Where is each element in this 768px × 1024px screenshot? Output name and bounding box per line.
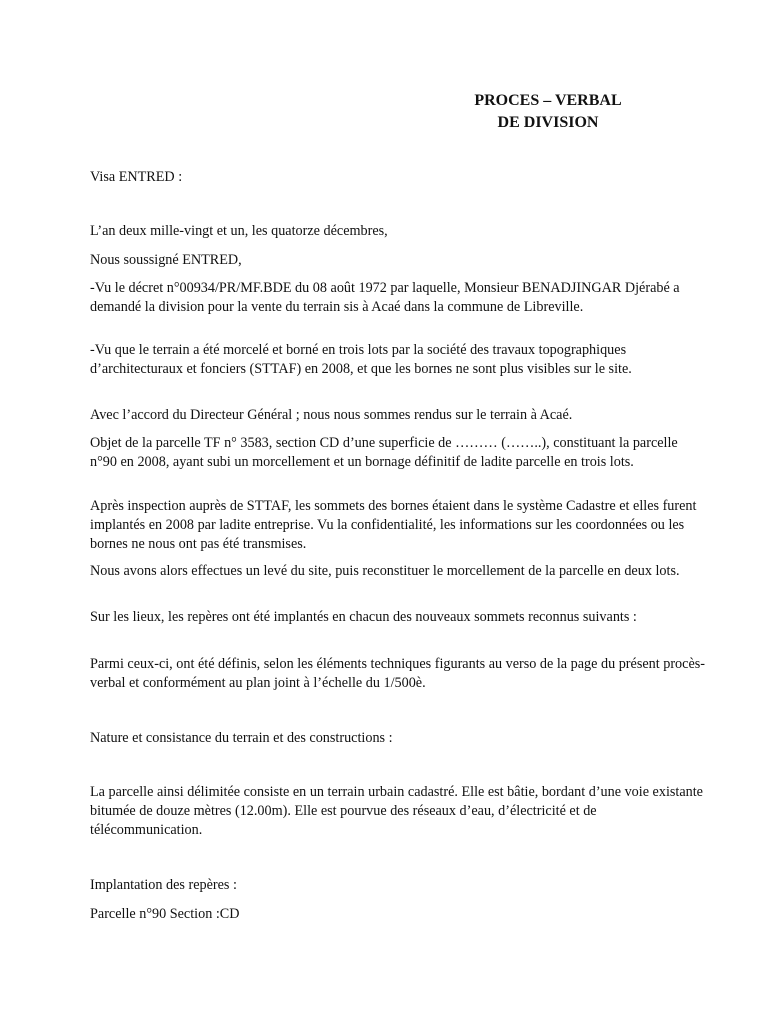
definition-paragraph: Parmi ceux-ci, ont été définis, selon les éléments techniques figurants au verso de la page du présent procès-verbal et conformément au plan joint à l’échelle du 1/500è. [90, 656, 705, 692]
document-title-line-2: DE DIVISION [497, 114, 599, 131]
inspection-paragraph: Après inspection auprès de STTAF, les sommets des bornes étaient dans le système Cadastre et elles furent implantés en 2008 par ladite entreprise. Vu la confidentialité, les informations sur les coordonnées ou les bornes ne nous ont pas été transmises. [90, 498, 697, 553]
terrain-description-paragraph: La parcelle ainsi délimitée consiste en un terrain urbain cadastré. Elle est bâtie, bordant d’une voie existante bitumée de douze mètres (12.00m). Elle est pourvue des réseaux d’eau, d’électricité et de télécommunication. [90, 784, 703, 839]
nature-heading: Nature et consistance du terrain et des constructions : [90, 730, 393, 746]
survey-paragraph: -Vu que le terrain a été morcelé et borné en trois lots par la société des travaux topographiques d’architecturaux et fonciers (STTAF) en 2008, et que les bornes ne sont plus visibles sur le site. [90, 342, 632, 378]
decree-paragraph: -Vu le décret n°00934/PR/MF.BDE du 08 août 1972 par laquelle, Monsieur BENADJINGAR Djérabé a demandé la division pour la vente du terrain sis à Acaé dans la commune de Libreville. [90, 280, 680, 316]
signatory-line: Nous soussigné ENTRED, [90, 252, 242, 268]
parcel-section-line: Parcelle n°90 Section :CD [90, 906, 240, 922]
agreement-paragraph: Avec l’accord du Directeur Général ; nous nous sommes rendus sur le terrain à Acaé. [90, 407, 573, 423]
document-title-line-1: PROCES – VERBAL [474, 92, 622, 109]
parcel-object-paragraph: Objet de la parcelle TF n° 3583, section CD d’une superficie de ……… (……..), constituant la parcelle n°90 en 2008, ayant subi un morcellement et un bornage définitif de ladite parcelle en trois lots. [90, 435, 678, 471]
date-line: L’an deux mille-vingt et un, les quatorze décembres, [90, 223, 388, 239]
markers-paragraph: Sur les lieux, les repères ont été implantés en chacun des nouveaux sommets reconnus suivants : [90, 609, 637, 625]
levy-paragraph: Nous avons alors effectues un levé du site, puis reconstituer le morcellement de la parcelle en deux lots. [90, 563, 680, 579]
markers-heading: Implantation des repères : [90, 877, 237, 893]
visa-line: Visa ENTRED : [90, 169, 183, 185]
